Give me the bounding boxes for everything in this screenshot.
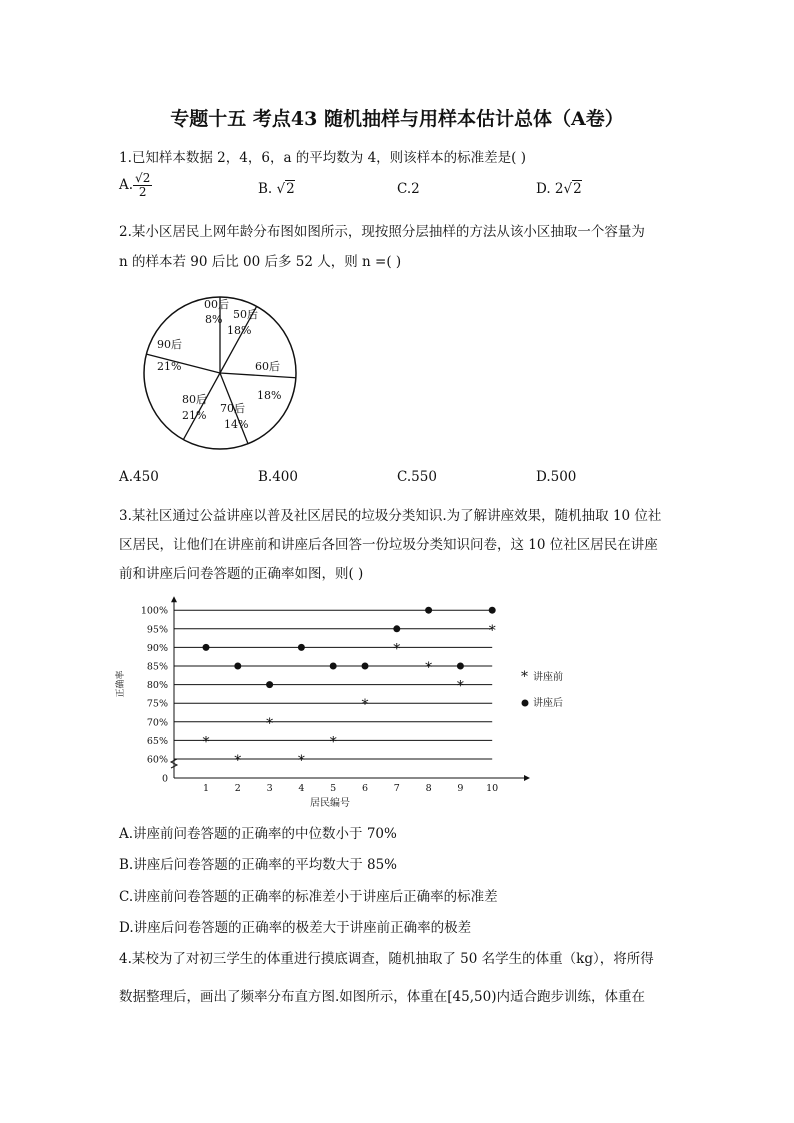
- before-point-1: *: [202, 734, 210, 751]
- after-point-5: [330, 663, 337, 670]
- before-point-3: *: [266, 715, 274, 732]
- ytick-label-5: 80%: [146, 680, 168, 692]
- ytick-label-7: 90%: [146, 642, 168, 654]
- before-point-10: *: [488, 622, 496, 639]
- q1-option-b-value: 2: [286, 181, 295, 197]
- scatter-marks: [203, 607, 496, 769]
- after-point-9: [457, 663, 464, 670]
- pie-pct-70: 14%: [224, 418, 249, 431]
- q3-option-c: C.讲座前问卷答题的正确率的标准差小于讲座后正确率的标准差: [119, 889, 498, 905]
- before-point-6: *: [361, 697, 369, 714]
- q1-option-a-numerator: √2: [135, 171, 151, 185]
- q3-stem-line1: 3.某社区通过公益讲座以普及社区居民的垃圾分类知识.为了解讲座效果，随机抽取 10 位社: [119, 508, 662, 524]
- q4-stem-line2: 数据整理后，画出了频率分布直方图.如图所示，体重在[45,50)内适合跑步训练，体重在: [119, 989, 645, 1005]
- xtick-label-6: 6: [361, 783, 369, 794]
- after-point-7: [393, 625, 400, 632]
- xtick-label-9: 9: [457, 783, 464, 794]
- pie-pct-50: 18%: [227, 324, 252, 337]
- q3-option-a: A.讲座前问卷答题的正确率的中位数小于 70%: [119, 826, 397, 842]
- after-point-10: [489, 607, 496, 614]
- y-axis-arrow: [171, 596, 177, 602]
- after-point-1: [203, 644, 210, 651]
- q1-stem: 1.已知样本数据 2，4，6，a 的平均数为 4，则该样本的标准差是( ): [119, 150, 526, 166]
- after-point-2: [234, 663, 241, 670]
- ytick-label-0: 0: [161, 773, 168, 785]
- pie-pct-00: 8%: [205, 313, 223, 326]
- after-point-4: [298, 644, 305, 651]
- after-point-6: [362, 663, 369, 670]
- before-point-2: *: [234, 753, 242, 769]
- q2-option-b: B.400: [258, 469, 298, 485]
- q2-option-a: A.450: [119, 469, 159, 485]
- scatter-chart: [114, 596, 604, 816]
- axis-break-icon: [171, 759, 177, 768]
- q1-option-c: C.2: [397, 181, 420, 197]
- legend-label-after: 讲座后: [533, 698, 563, 709]
- q3-stem-line2: 区居民，让他们在讲座前和讲座后各回答一份垃圾分类知识问卷，这 10 位社区居民在讲座: [119, 537, 658, 553]
- q2-option-c: C.550: [397, 469, 437, 485]
- q2-stem-line1: 2.某小区居民上网年龄分布图如图所示，现按照分层抽样的方法从该小区抽取一个容量为: [119, 224, 645, 240]
- q1-option-b: B. √2: [258, 181, 295, 197]
- pie-label-50: 50后: [233, 308, 258, 321]
- before-point-8: *: [425, 660, 433, 676]
- after-point-3: [266, 681, 273, 688]
- q3-stem-line3: 前和讲座后问卷答题的正确率如图，则( ): [119, 566, 364, 582]
- q2-option-d: D.500: [536, 469, 577, 485]
- pie-pct-60: 18%: [257, 389, 282, 402]
- ytick-label-1: 60%: [146, 754, 168, 766]
- after-point-8: [425, 607, 432, 614]
- xtick-label-1: 1: [202, 783, 210, 794]
- q1-option-b-prefix: B.: [258, 181, 273, 197]
- q1-option-a-denominator: 2: [138, 185, 147, 199]
- ytick-label-8: 95%: [146, 624, 168, 636]
- q3-option-d: D.讲座后问卷答题的正确率的极差大于讲座前正确率的极差: [119, 920, 472, 936]
- xtick-label-3: 3: [266, 783, 273, 794]
- pie-label-00: 00后: [204, 298, 229, 311]
- scatter-xtick-labels: [203, 783, 498, 794]
- q3-option-b: B.讲座后问卷答题的正确率的平均数大于 85%: [119, 857, 398, 873]
- scatter-ytick-labels: [141, 606, 168, 785]
- q1-option-a-fraction: [133, 172, 152, 199]
- scatter-xlabel: 居民编号: [310, 798, 350, 809]
- xtick-label-8: 8: [425, 783, 432, 794]
- before-point-9: *: [456, 678, 464, 695]
- ytick-label-4: 75%: [146, 698, 168, 710]
- pie-slice-2: [220, 373, 296, 378]
- ytick-label-6: 85%: [146, 661, 168, 673]
- pie-label-60: 60后: [255, 360, 280, 373]
- ytick-label-9: 100%: [140, 605, 168, 617]
- pie-slice-4: [183, 373, 220, 440]
- xtick-label-4: 4: [298, 783, 305, 794]
- q4-stem-line1: 4.某校为了对初三学生的体重进行摸底调查，随机抽取了 50 名学生的体重（kg），将所得: [119, 951, 654, 967]
- pie-chart: [135, 288, 305, 458]
- ytick-label-3: 70%: [146, 717, 168, 729]
- pie-label-80: 80后: [182, 393, 207, 406]
- xtick-label-10: 10: [486, 783, 499, 794]
- q1-option-a: [119, 172, 152, 199]
- q2-stem-line2: n 的样本若 90 后比 00 后多 52 人，则 n =( ): [119, 254, 402, 270]
- q1-option-a-prefix: A.: [119, 177, 134, 193]
- scatter-axes: [171, 596, 530, 781]
- x-axis-arrow: [524, 775, 530, 781]
- xtick-label-2: 2: [234, 783, 241, 794]
- legend-dot-icon: [522, 700, 529, 707]
- pie-pct-80: 21%: [182, 409, 207, 422]
- before-point-7: *: [393, 641, 401, 658]
- scatter-ylabel: 正确率: [116, 670, 126, 698]
- q1-option-d-value: 2: [573, 181, 582, 197]
- xtick-label-7: 7: [393, 783, 400, 794]
- q1-option-d-prefix: D. 2: [536, 181, 564, 197]
- legend-star-icon: *: [521, 669, 528, 685]
- pie-label-90: 90后: [157, 338, 182, 351]
- q1-option-d: D. 2√2: [536, 181, 582, 197]
- xtick-label-5: 5: [330, 783, 337, 794]
- before-point-4: *: [297, 753, 305, 769]
- ytick-label-2: 65%: [146, 735, 168, 747]
- pie-label-70: 70后: [220, 402, 245, 415]
- before-point-5: *: [329, 734, 337, 751]
- page-title: 专题十五 考点43 随机抽样与用样本估计总体（A卷）: [170, 108, 624, 130]
- pie-pct-90: 21%: [157, 360, 182, 373]
- legend-label-before: 讲座前: [533, 672, 563, 683]
